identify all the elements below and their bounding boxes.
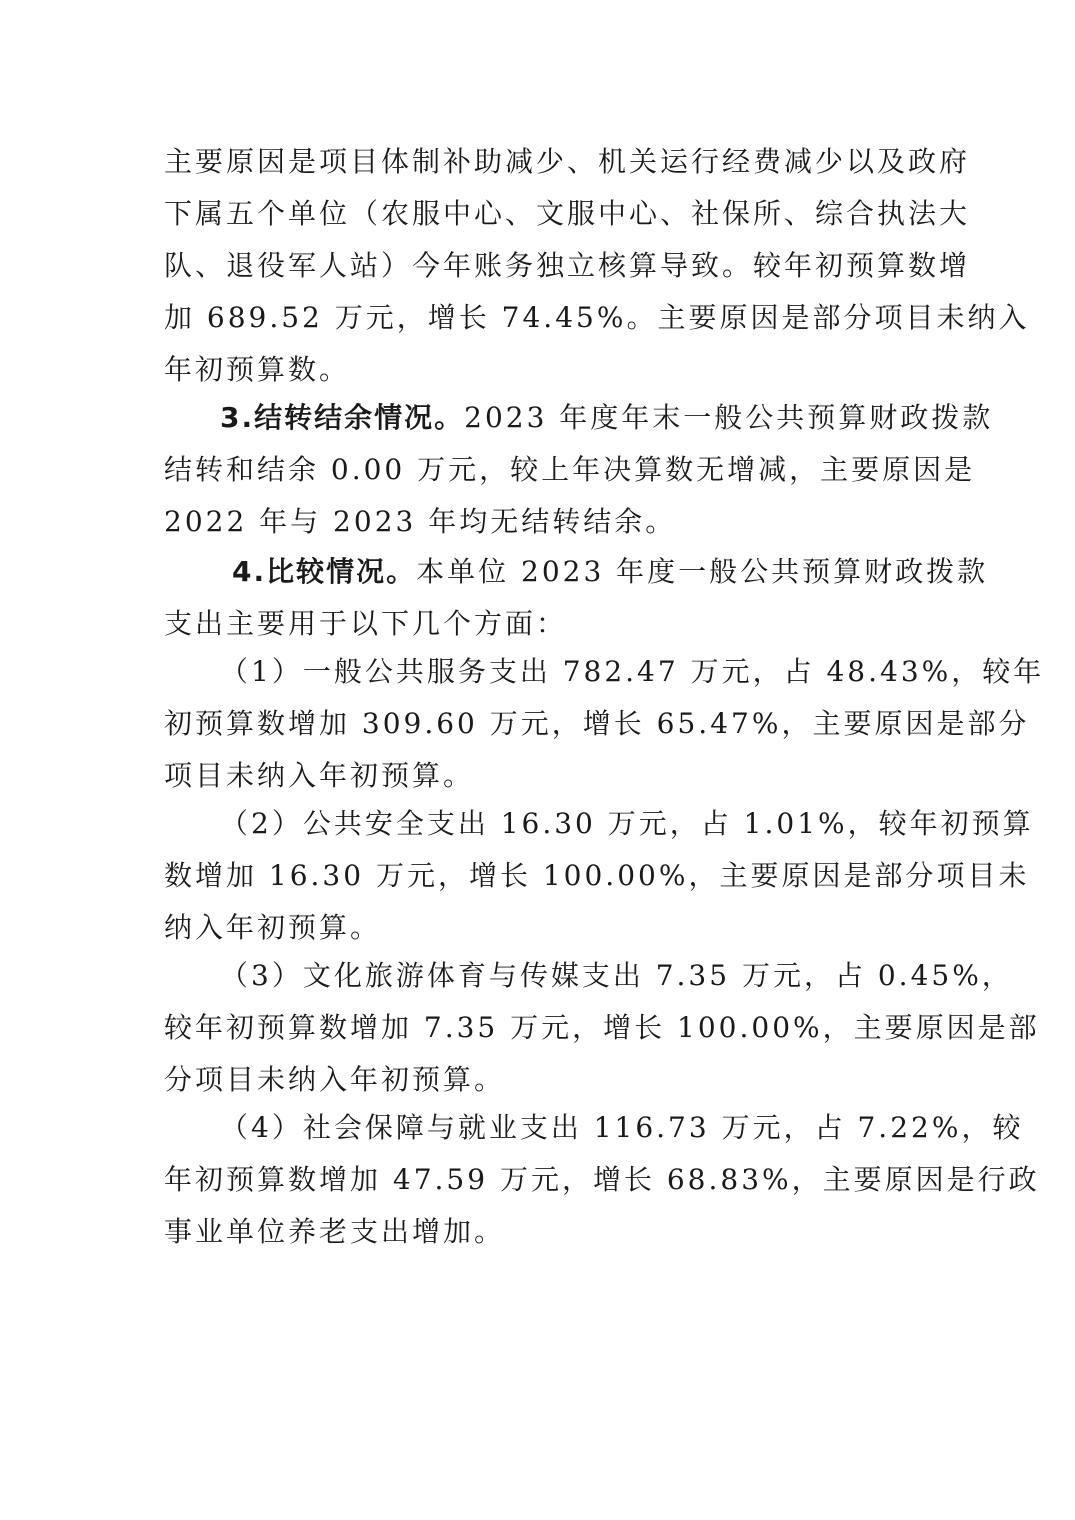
section-4-first-line	[232, 546, 989, 598]
list-item-line: 事业单位养老支出增加。	[164, 1215, 506, 1248]
paragraph-line: 队、退役军人站）今年账务独立核算导致。较年初预算数增	[164, 249, 971, 282]
list-item-line: 初预算数增加 309.60 万元，增长 65.47%，主要原因是部分	[164, 707, 1030, 740]
paragraph-line: 支出主要用于以下几个方面：	[164, 607, 568, 640]
list-item-line: （1）一般公共服务支出 782.47 万元，占 48.43%，较年	[220, 655, 1045, 688]
list-item-line: 数增加 16.30 万元，增长 100.00%，主要原因是部分项目未	[164, 859, 1030, 892]
list-item-line: 较年初预算数增加 7.35 万元，增长 100.00%，主要原因是部	[164, 1011, 1040, 1044]
list-item-line: （3）文化旅游体育与传媒支出 7.35 万元，占 0.45%，	[220, 959, 1013, 992]
list-item-line: （4）社会保障与就业支出 116.73 万元，占 7.22%，较	[220, 1111, 1024, 1144]
list-item-line: 分项目未纳入年初预算。	[164, 1063, 506, 1096]
paragraph-text: 2023 年度年末一般公共预算财政拨款	[464, 401, 994, 434]
list-item-line: 年初预算数增加 47.59 万元，增长 68.83%，主要原因是行政	[164, 1163, 1040, 1196]
paragraph-text: 本单位 2023 年度一般公共预算财政拨款	[416, 555, 989, 588]
paragraph-line: 2022 年与 2023 年均无结转结余。	[164, 505, 677, 538]
paragraph-line: 下属五个单位（农服中心、文服中心、社保所、综合执法大	[164, 197, 971, 230]
section-heading: 3.结转结余情况。	[220, 401, 465, 434]
section-3-first-line	[220, 392, 994, 444]
list-item-line: 项目未纳入年初预算。	[164, 759, 475, 792]
paragraph-line: 结转和结余 0.00 万元，较上年决算数无增减，主要原因是	[164, 453, 976, 486]
list-item-line: （2）公共安全支出 16.30 万元，占 1.01%，较年初预算	[220, 807, 1034, 840]
paragraph-line: 年初预算数。	[164, 353, 351, 386]
section-heading: 4.比较情况。	[232, 555, 417, 588]
paragraph-line: 主要原因是项目体制补助减少、机关运行经费减少以及政府	[164, 145, 971, 178]
list-item-line: 纳入年初预算。	[164, 911, 382, 944]
paragraph-line: 加 689.52 万元，增长 74.45%。主要原因是部分项目未纳入	[164, 301, 1030, 334]
